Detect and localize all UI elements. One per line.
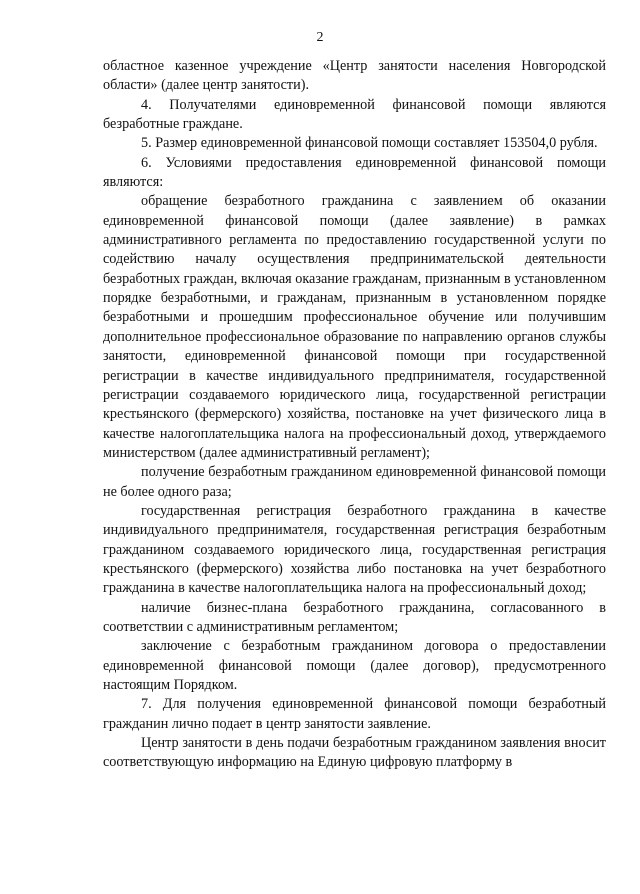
paragraph-condition-contract: заключение с безработным гражданином договора о предоставлении единовременной финансовой помощи (далее договор), предусмотренного настоящим Порядком. [103,638,606,693]
paragraph-employment-center: Центр занятости в день подачи безработным гражданином заявления вносит соответствующую информацию на Единую цифровую платформу в [103,735,606,771]
paragraph-item-4: 4. Получателями единовременной финансовой помощи являются безработные граждане. [103,96,606,133]
paragraph-item-5: 5. Размер единовременной финансовой помощи составляет 153504,0 рубля. [141,135,598,152]
document-body [103,57,606,773]
paragraph-item-6: 6. Условиями предоставления единовременной финансовой помощи являются: [103,154,606,191]
paragraph-condition-business-plan: наличие бизнес-плана безработного гражданина, согласованного в соответствии с административным регламентом; [103,599,606,635]
paragraph-continuation: областное казенное учреждение «Центр занятости населения Новгородской области» (далее центр занятости). [103,58,606,94]
paragraph-item-7: 7. Для получения единовременной финансовой помощи безработный гражданин лично подает в центр занятости заявление. [103,696,606,732]
paragraph-condition-once: получение безработным гражданином единовременной финансовой помощи не более одного раза; [103,464,606,500]
paragraph-condition-application: обращение безработного гражданина с заявлением об оказании единовременной финансовой помощи (далее заявление) в рамках административного регламента по предоставлению государственной услуги по содействию началу осуществления предпринимательской деятельности безработных граждан, включая оказание гражданам, признанным в установленном порядке безработными, и гражданам, признанным в установленном порядке безработными и прошедшим профессиональное обучение или получившим дополнительное профессиональное образование по направлению органов службы занятости, единовременной финансовой помощи при государственной регистрации в качестве индивидуального предпринимателя, государственной регистрации создаваемого юридического лица, государственной регистрации крестьянского (фермерского) хозяйства, постановке на учет физического лица в качестве налогоплательщика налога на профессиональный доход, утверждаемого министерством (далее административный регламент); [103,193,606,461]
paragraph-condition-registration: государственная регистрация безработного гражданина в качестве индивидуального предпринимателя, государственная регистрация безработным гражданином создаваемого юридического лица, государственная регистрация крестьянского (фермерского) хозяйства либо постановка на учет безработного гражданина в качестве налогоплательщика налога на профессиональный доход; [103,502,606,597]
page-number: 2 [316,30,324,45]
